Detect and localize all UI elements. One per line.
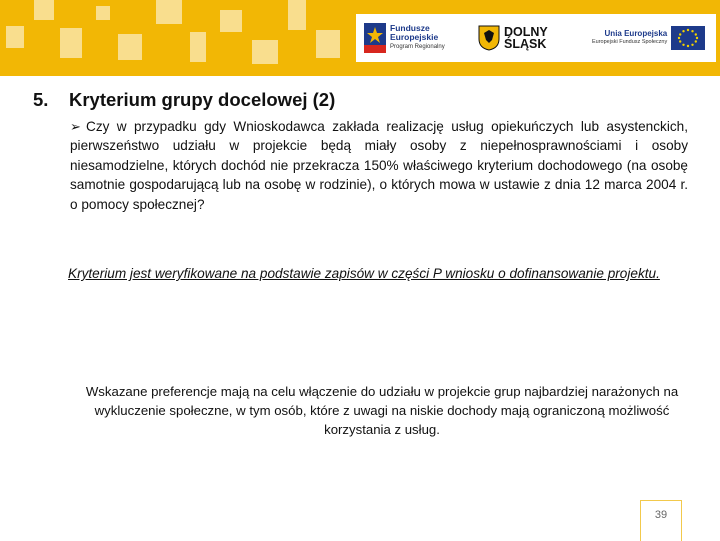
logo-strip [356,14,716,62]
decor-square [6,26,24,48]
eu-flag-icon [671,26,705,50]
page-number-box [640,500,682,541]
title-text: Kryterium grupy docelowej (2) [69,89,336,110]
decor-square [60,28,82,58]
section-number: 5. [33,89,49,110]
dolny-slask-logo: DOLNY ŚLĄSK [478,14,548,62]
arrow-bullet-icon: ➢ [70,119,81,134]
decor-square [118,34,142,60]
header-band [0,0,720,76]
decor-square [156,0,182,24]
eagle-crest-icon [478,25,500,51]
decor-square [96,6,110,20]
question-bullet [70,117,688,214]
fundusze-europejskie-logo: Fundusze Europejskie Program Regionalny [364,14,445,62]
slide-title [33,89,335,111]
page-number: 39 [654,509,668,521]
unia-europejska-logo: Unia Europejska Europejski Fundusz Społeczny [592,14,705,62]
decor-square [220,10,242,32]
decor-square [34,0,54,20]
bullet-text: Czy w przypadku gdy Wnioskodawca zakłada realizację usług opiekuńczych lub asystenckich, pierwszeństwo udziału w projekcie będą miały osoby z niepełnosprawnościami i osoby niesamodzielne, których dochód nie przekracza 150% właściwego kryterium dochodowego (na osobę samotnie gospodarującą lub na osobę w rodzinie), o których mowa w ustawie z dnia 12 marca 2004 r. o pomocy społecznej? [70,119,688,212]
decor-square [288,0,306,30]
conclusion-text: Wskazane preferencje mają na celu włączenie do udziału w projekcie grup najbardziej narażonych na wykluczenie społeczne, w tym osób, które z uwagi na niskie dochody mają ograniczoną możliwość korzystania z usług. [85,384,679,437]
decor-square [252,40,278,64]
decor-square [190,32,206,62]
fe-star-icon [364,23,386,53]
decor-square [316,30,340,58]
criterion-note: Kryterium jest weryfikowane na podstawie zapisów w części P wniosku o dofinansowanie projektu. [68,266,660,281]
